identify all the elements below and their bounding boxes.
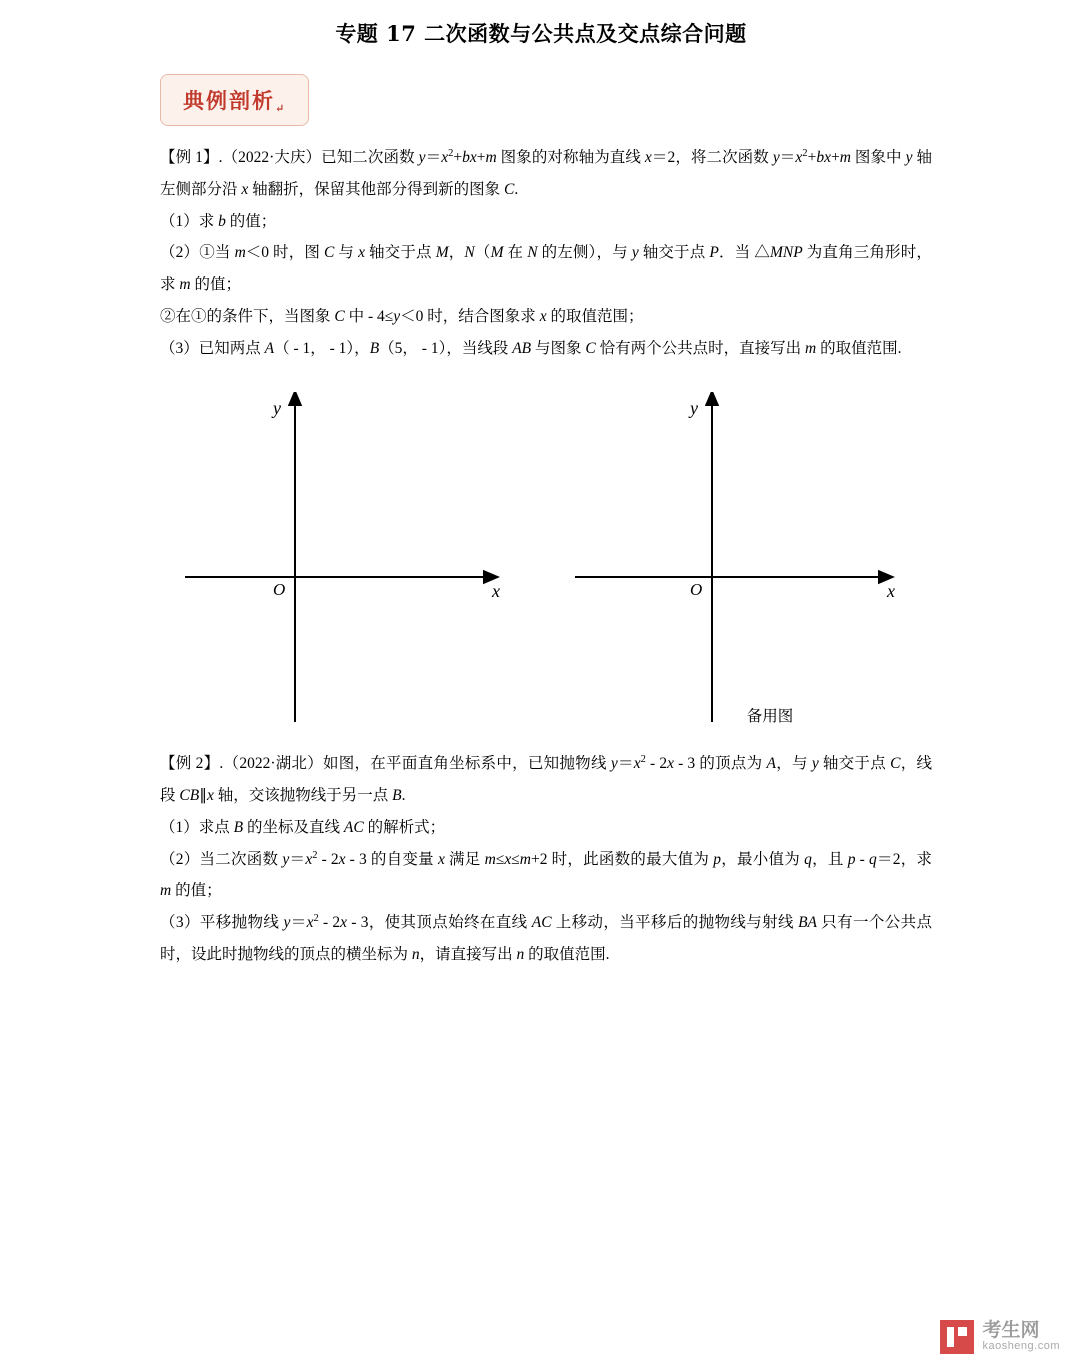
- example2-line-4: （3）平移抛物线 $y=x^2 - 2x - 3$，使其顶点始终在直线 AC 上移动，当平移后的抛物线与射线 BA 只有一个公共点时，设此时抛物线的顶点的横坐标为 n，请直接写出 n 的取值范围.: [160, 913, 932, 963]
- watermark-cn: 考生网: [982, 1319, 1040, 1342]
- watermark-text: [982, 1321, 1060, 1352]
- example2-line-3: （2）当二次函数 $y=x^2 - 2x - 3$ 的自变量 x 满足 m≤x≤m+2 时，此函数的最大值为 p，最小值为 q，且 p - q＝2，求 m 的值；: [160, 849, 932, 900]
- example1-line-1: 【例 1】.（2022·大庆）已知二次函数 $y=x^2+bx+m$ 图象的对称轴为直线 x＝2，将二次函数 $y=x^2+bx+m$ 图象中 y 轴左侧部分沿 x 轴翻折，保留其他部分得到新的图象 C.: [160, 147, 932, 198]
- example1-line-3: （2）①当 m＜0 时，图 C 与 x 轴交于点 M，N（M 在 N 的左侧），与 y 轴交于点 P．当 △MNP 为直角三角形时，求 m 的值；: [160, 244, 932, 294]
- example1-block: [160, 142, 932, 364]
- watermark: [940, 1320, 1060, 1354]
- axes-svg-1: [140, 392, 560, 742]
- origin-label-1: O: [273, 580, 286, 600]
- figure-coordinate-plane-1: [140, 392, 560, 742]
- figures-area: [0, 392, 1082, 742]
- example2-line-1: 【例 2】.（2022·湖北）如图，在平面直角坐标系中，已知抛物线 $y=x^2 - 2x - 3$ 的顶点为 A，与 y 轴交于点 C，线段 CB∥x 轴，交该抛物线于另一点 B.: [160, 754, 932, 805]
- page-title: 专题 17 二次函数与公共点及交点综合问题: [335, 21, 747, 46]
- section-badge-label: 典例剖析: [183, 88, 275, 113]
- example2-block: [160, 748, 932, 970]
- section-badge-tail: ↵: [275, 102, 287, 115]
- figure-caption: 备用图: [746, 708, 794, 726]
- figure-coordinate-plane-2: [560, 392, 980, 742]
- example1-line-2: （1）求 b 的值；: [160, 212, 277, 230]
- y-axis-label-2: y: [690, 398, 698, 419]
- example1-line-4: ②在①的条件下，当图象 C 中 - 4≤y＜0 时，结合图象求 x 的取值范围；: [160, 307, 644, 325]
- watermark-en: kaosheng.com: [982, 1340, 1060, 1353]
- example1-line-5: （3）已知两点 A（ - 1， - 1），B（5， - 1），当线段 AB 与图象 C 恰有两个公共点时，直接写出 m 的取值范围.: [160, 339, 902, 357]
- y-axis-label-1: y: [273, 398, 281, 419]
- example2-line-2: （1）求点 B 的坐标及直线 AC 的解析式；: [160, 818, 446, 836]
- section-badge: [160, 74, 309, 126]
- watermark-logo-icon: [940, 1320, 974, 1354]
- origin-label-2: O: [690, 580, 703, 600]
- x-axis-label-1: x: [492, 581, 500, 602]
- section-badge-wrapper: [160, 74, 1082, 126]
- axes-svg-2: [560, 392, 980, 742]
- x-axis-label-2: x: [887, 581, 895, 602]
